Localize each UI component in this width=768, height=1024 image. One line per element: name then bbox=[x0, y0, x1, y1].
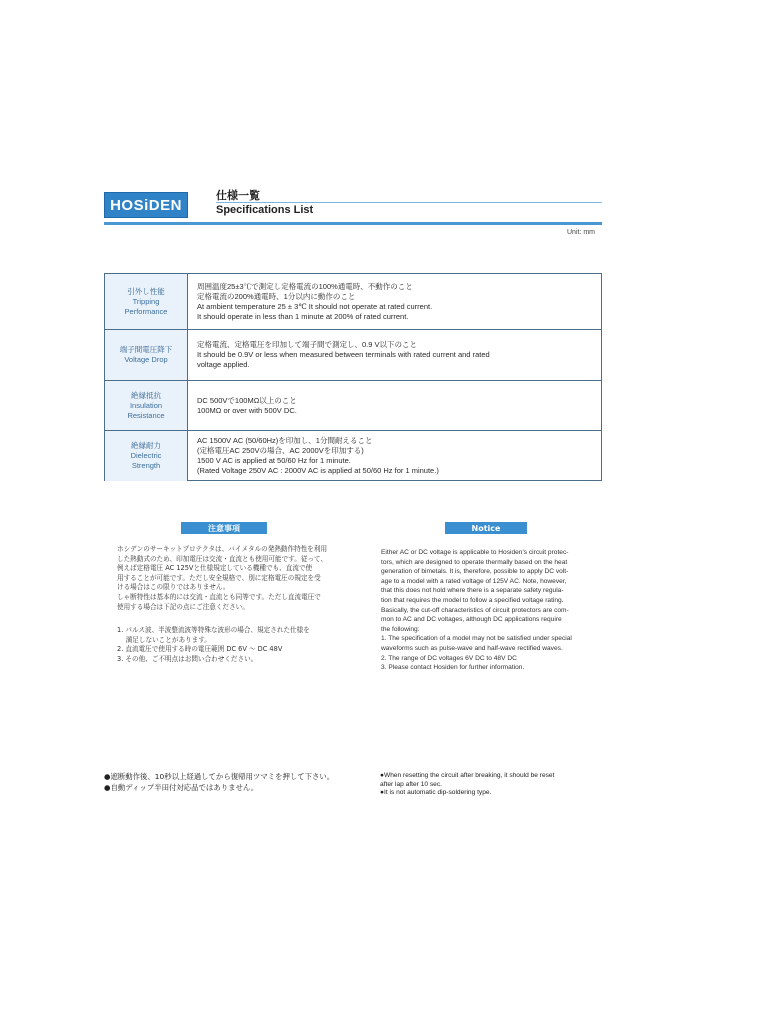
hosiden-logo: HOSiDEN bbox=[104, 192, 188, 218]
spec-label-en: Performance bbox=[124, 306, 168, 316]
notice-item: 2. 直流電圧で使用する時の電圧範囲 DC 6V 〜 DC 48V bbox=[117, 645, 283, 654]
notice-line: mon to AC and DC voltages, although DC applications require bbox=[381, 616, 562, 624]
notice-item: 3. Please contact Hosiden for further information. bbox=[381, 664, 525, 672]
footer-note: ●It is not automatic dip-soldering type. bbox=[380, 789, 492, 797]
spec-desc-line: 定格電流の200%通電時、1分以内に動作のこと bbox=[197, 291, 356, 301]
notice-line: しゃ断特性は基本的には交流・直流とも同等です。ただし直流電圧で bbox=[117, 592, 321, 601]
notice-item: 1. The specification of a model may not be satisfied under special bbox=[381, 635, 572, 643]
notice-item: 3. その他、ご不明点はお問い合わせください。 bbox=[117, 654, 258, 663]
spec-desc-line: DC 500Vで100MΩ以上のこと bbox=[197, 395, 297, 405]
notice-line: ホシデンのサーキットプロテクタは、バイメタルの発熱動作特性を利用 bbox=[117, 545, 328, 553]
footer-note: after lap after 10 sec. bbox=[380, 780, 442, 788]
spec-description bbox=[197, 274, 595, 329]
spec-label-en: Dielectric bbox=[130, 451, 162, 460]
notice-line: ける場合はこの限りではありません。 bbox=[117, 583, 230, 592]
notice-item: 満足しないことがあります。 bbox=[117, 635, 211, 644]
spec-desc-line: voltage applied. bbox=[197, 360, 250, 369]
spec-row-insulation bbox=[105, 380, 601, 430]
notice-line: tors, which are designed to operate thermally based on the heat bbox=[381, 558, 568, 566]
notice-line: Basically, the cut-off characteristics of circuit protectors are com- bbox=[381, 606, 569, 614]
page-title-jp: 仕様一覧 bbox=[216, 189, 260, 202]
notice-heading-jp: 注意事項 bbox=[181, 522, 267, 534]
spec-row-dielectric bbox=[105, 430, 601, 481]
spec-label bbox=[105, 330, 188, 380]
spec-label bbox=[105, 431, 188, 481]
notice-item: waveforms such as pulse-wave and half-wave rectified waves. bbox=[381, 644, 563, 652]
spec-label-en: Resistance bbox=[127, 410, 165, 420]
spec-desc-line: It should operate in less than 1 minute at 200% of rated current. bbox=[197, 311, 409, 321]
footer-note: ●遮断動作後、10秒以上経過してから復帰用ツマミを押して下さい。 bbox=[104, 772, 335, 781]
notice-line: Either AC or DC voltage is applicable to Hosiden's circuit protec- bbox=[381, 549, 569, 556]
spec-desc-line: 定格電流、定格電圧を印加して端子間で測定し、0.9 V以下のこと bbox=[197, 340, 418, 349]
specifications-table bbox=[104, 273, 602, 481]
page-title-en: Specifications List bbox=[216, 204, 314, 216]
header-divider-thick bbox=[104, 222, 602, 225]
spec-label-en: Strength bbox=[131, 461, 161, 470]
notice-body-jp bbox=[117, 545, 357, 665]
spec-label bbox=[105, 381, 188, 430]
spec-desc-line: AC 1500V AC (50/60Hz)を印加し、1分間耐えること bbox=[197, 436, 373, 445]
notice-line: that this does not hold where there is a separate safety regula- bbox=[381, 587, 564, 595]
notice-body-en bbox=[381, 548, 606, 673]
notice-line: age to a model with a rated voltage of 125V AC. Note, however, bbox=[381, 577, 567, 585]
spec-description bbox=[197, 381, 595, 430]
spec-label-en: Insulation bbox=[129, 400, 163, 410]
spec-label bbox=[105, 274, 188, 329]
spec-label-en: Voltage Drop bbox=[124, 355, 168, 364]
spec-label-jp: 絶縁抵抗 bbox=[131, 390, 161, 400]
footer-note: ●When resetting the circuit after breaking, it should be reset bbox=[380, 772, 555, 779]
notice-line: 用することが可能です。ただし安全規格で、別に定格電圧の規定を受 bbox=[117, 573, 321, 582]
footer-notes-en bbox=[380, 772, 610, 798]
spec-row-tripping bbox=[105, 274, 601, 329]
footer-notes-jp bbox=[104, 771, 374, 793]
notice-heading-en: Notice bbox=[445, 522, 527, 534]
header-divider-thin bbox=[216, 202, 602, 203]
notice-line: generation of bimetals. It is, therefore, possible to apply DC volt- bbox=[381, 568, 569, 576]
spec-desc-line: 1500 V AC is applied at 50/60 Hz for 1 minute. bbox=[197, 456, 351, 465]
notice-line: the following: bbox=[381, 625, 420, 633]
spec-description bbox=[197, 330, 595, 380]
spec-label-jp: 絶縁耐力 bbox=[131, 441, 161, 450]
notice-line: 使用する場合は下記の点にご注意ください。 bbox=[117, 602, 249, 611]
unit-label: Unit: mm bbox=[567, 229, 595, 236]
spec-label-jp: 端子間電圧降下 bbox=[119, 345, 173, 354]
spec-desc-line: 100MΩ or over with 500V DC. bbox=[197, 405, 297, 415]
spec-description bbox=[197, 431, 595, 481]
notice-line: tion that requires the model to follow a specified voltage rating. bbox=[381, 596, 564, 604]
spec-desc-line: (Rated Voltage 250V AC : 2000V AC is applied at 50/60 Hz for 1 minute.) bbox=[197, 466, 439, 475]
footer-note: ●自動ディップ半田付対応品ではありません。 bbox=[104, 783, 259, 792]
notice-line: 例えば定格電圧 AC 125Vと仕様規定している機種でも、直流で使 bbox=[117, 564, 313, 573]
spec-label-jp: 引外し性能 bbox=[127, 286, 165, 296]
notice-item: 2. The range of DC voltages 6V DC to 48V DC bbox=[381, 654, 517, 662]
notice-line: した熱動式のため、印加電圧は交流・直流とも使用可能です。従って、 bbox=[117, 554, 328, 563]
spec-desc-line: It should be 0.9V or less when measured between terminals with rated current and rated bbox=[197, 350, 490, 359]
spec-desc-line: At ambient temperature 25 ± 3℃ It should not operate at rated current. bbox=[197, 301, 433, 311]
spec-desc-line: 周囲温度25±3℃で測定し定格電流の100%通電時、不動作のこと bbox=[197, 281, 413, 291]
spec-desc-line: (定格電圧AC 250Vの場合、AC 2000Vを印加する) bbox=[197, 446, 364, 455]
spec-label-en: Tripping bbox=[132, 296, 160, 306]
spec-row-voltage-drop bbox=[105, 329, 601, 380]
notice-item: 1. パルス波、半波整流波等特殊な波形の場合、規定された仕様を bbox=[117, 626, 310, 635]
